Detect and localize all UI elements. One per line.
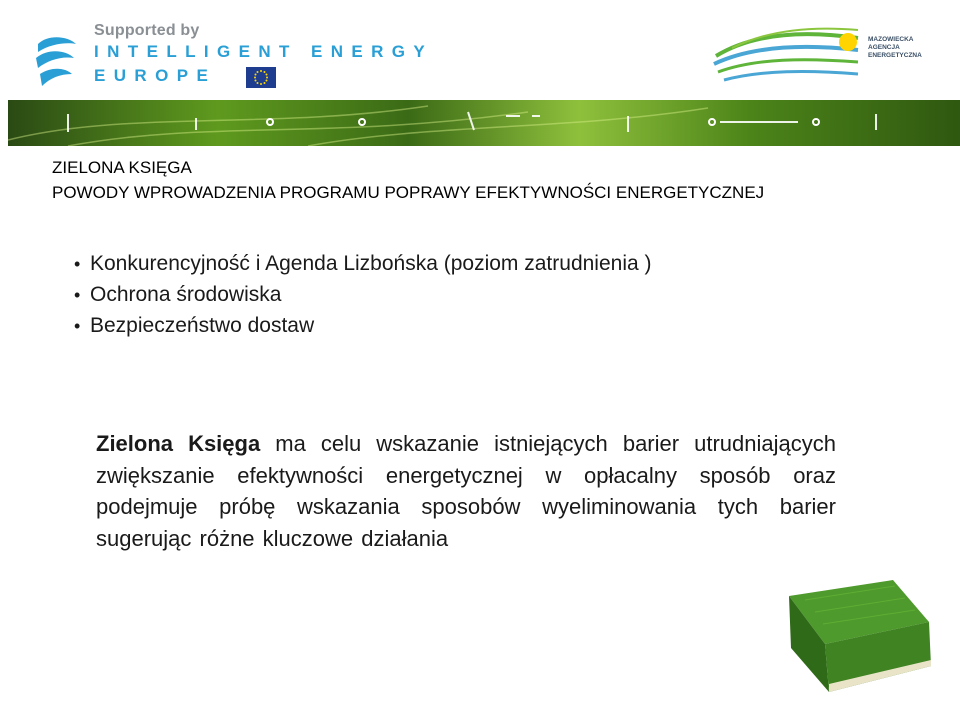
list-item-text: Bezpieczeństwo dostaw bbox=[90, 314, 315, 337]
mazowiecka-agencja-logo bbox=[712, 12, 862, 92]
agency-name-line2: AGENCJA bbox=[868, 44, 900, 51]
green-book-icon bbox=[775, 576, 935, 696]
list-item bbox=[74, 279, 834, 310]
bullet-dot: • bbox=[74, 316, 81, 336]
slide-header bbox=[0, 0, 960, 100]
list-item-text: Ochrona środowiska bbox=[90, 283, 282, 306]
program-name-line2: EUROPE bbox=[94, 66, 217, 85]
list-item bbox=[74, 248, 834, 279]
list-item-text: Konkurencyjność i Agenda Lizbońska (poziom zatrudnienia ) bbox=[90, 252, 652, 275]
intelligent-energy-logo bbox=[30, 30, 82, 92]
eu-flag-icon bbox=[246, 67, 276, 88]
green-energy-banner bbox=[8, 100, 960, 146]
paragraph-body: ma celu wskazanie istniejących barier utrudniających zwiększanie efektywności energetycznej w opłacalny sposób oraz podejmuje próbę wskazania sposobów wyeliminowania tych barier sugerując różne kluczowe działania bbox=[96, 431, 836, 551]
bullet-list bbox=[74, 248, 834, 341]
banner-decoration bbox=[8, 100, 960, 146]
agency-name bbox=[868, 36, 922, 60]
agency-name-line3: ENERGETYCZNA bbox=[868, 52, 922, 59]
agency-name-line1: MAZOWIECKA bbox=[868, 36, 914, 43]
slide-title: ZIELONA KSIĘGA bbox=[52, 158, 192, 177]
paragraph-lead: Zielona Księga bbox=[96, 431, 261, 456]
bullet-dot: • bbox=[74, 285, 81, 305]
program-name-line1: INTELLIGENT ENERGY bbox=[94, 42, 434, 61]
description-paragraph bbox=[96, 428, 836, 554]
slide-subtitle: POWODY WPROWADZENIA PROGRAMU POPRAWY EFEKTYWNOŚCI ENERGETYCZNEJ bbox=[52, 183, 765, 202]
list-item bbox=[74, 310, 834, 341]
supported-by-label: Supported by bbox=[94, 22, 200, 39]
bullet-dot: • bbox=[74, 254, 81, 274]
